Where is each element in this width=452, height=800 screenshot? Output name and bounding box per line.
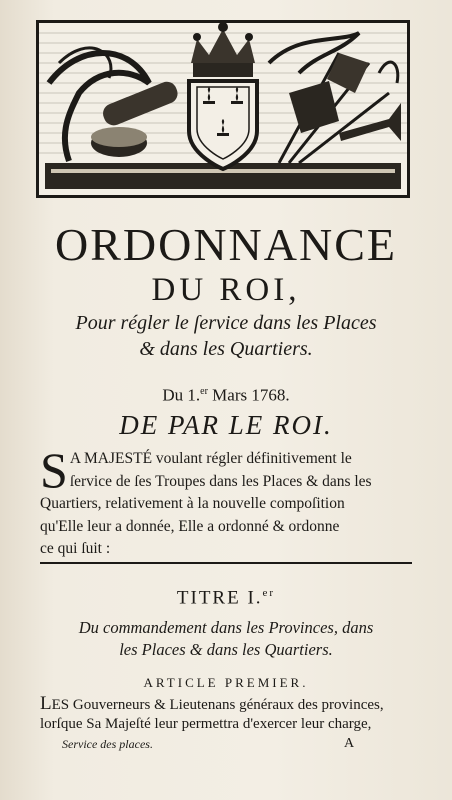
- authority-heading: DE PAR LE ROI.: [119, 410, 333, 440]
- article-initial: L: [40, 694, 52, 714]
- signature-mark: A: [344, 736, 355, 751]
- catchword: Service des places.: [62, 737, 153, 751]
- date-superscript: er: [200, 386, 208, 397]
- section-superscript: er: [262, 587, 276, 599]
- document-purpose: [20, 310, 432, 362]
- document-title: ORDONNANCE: [55, 219, 397, 270]
- document-subtitle: DU ROI,: [151, 272, 301, 308]
- preamble-line: ſervice de ſes Troupes dans les Places & dans les: [69, 472, 372, 490]
- section-title: [0, 580, 452, 611]
- article-line: [40, 714, 412, 734]
- preamble-line: qu'Elle leur a donnée, Elle a ordonné & ordonne: [40, 517, 340, 535]
- section-divider: [40, 562, 412, 564]
- article-line-text: lorſque Sa Majeſté leur permettra d'exercer leur charge,: [40, 716, 372, 732]
- preamble-paragraph: [40, 442, 412, 561]
- royal-arms-headpiece: [36, 20, 410, 198]
- section-heading-line: Du commandement dans les Provinces, dans: [78, 618, 374, 637]
- preamble-line: A MAJESTÉ voulant régler définitivement le: [69, 450, 352, 467]
- article-line-text: ES Gouverneurs & Lieutenans généraux des provinces,: [51, 697, 384, 713]
- preamble-line: ce qui ſuit :: [40, 540, 111, 557]
- date-suffix: Mars 1768.: [207, 385, 290, 405]
- article-line: [40, 694, 412, 714]
- preamble-line: Quartiers, relativement à la nouvelle compoſition: [40, 495, 345, 512]
- article-label: ARTICLE PREMIER.: [143, 675, 309, 690]
- section-label: TITRE I.: [176, 587, 263, 609]
- section-heading: [34, 617, 418, 661]
- purpose-line: & dans les Quartiers.: [139, 338, 313, 360]
- drop-cap: S: [40, 442, 68, 498]
- purpose-line: Pour régler le ſervice dans les Places: [75, 312, 377, 334]
- article-body: [40, 694, 412, 734]
- date-prefix: Du 1.: [162, 385, 201, 405]
- section-heading-line: les Places & dans les Quartiers.: [119, 640, 333, 659]
- document-date: [0, 381, 452, 407]
